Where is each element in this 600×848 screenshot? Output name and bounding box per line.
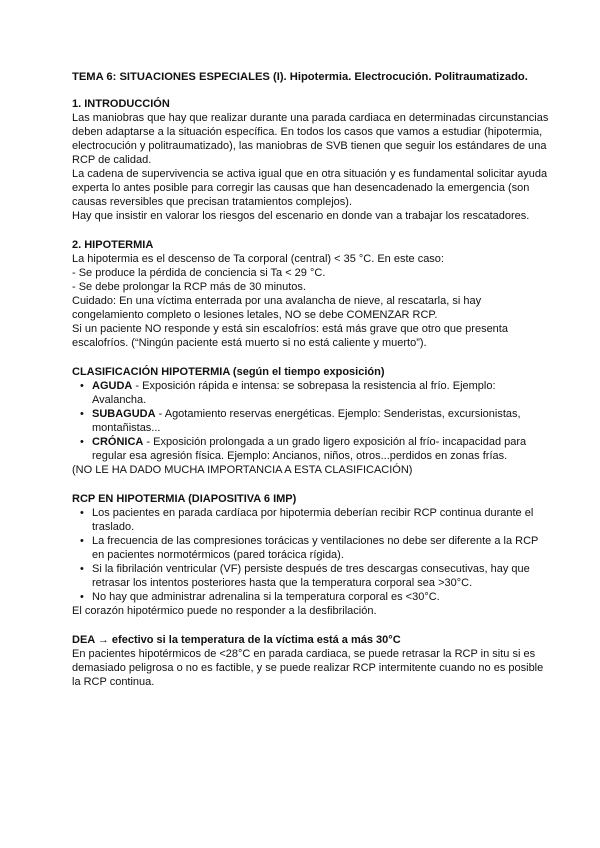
hipotermia-section [72,238,550,350]
list-item: • La frecuencia de las compresiones torácicas y ventilaciones no debe ser diferente a la RCP en pacientes normotérmicos (pared torácica rígida). [72,534,550,562]
term-aguda: AGUDA [92,380,133,392]
rcp-list [72,506,550,604]
term-text: - Exposición rápida e intensa: se sobrepasa la resistencia al frío. Ejemplo: Avalancha. [92,380,496,406]
list-item [72,379,550,407]
clasificacion-heading: CLASIFICACIÓN HIPOTERMIA (según el tiempo exposición) [72,366,385,378]
intro-paragraph: Las maniobras que hay que realizar durante una parada cardiaca en determinadas circunstancias deben adaptarse a la situación específica. En todos los casos que vamos a estudiar (hipotermia, electrocución y politraumatizado), las maniobras de SVB tienen que seguir los estándares de una RCP de calidad. [72,112,549,166]
hipotermia-heading: 2. HIPOTERMIA [72,239,154,251]
intro-paragraph: La cadena de supervivencia se activa igual que en otra situación y es fundamental solicitar ayuda experta lo antes posible para corregir las causas que han desencadenado la emergencia (son causas reversibles que precisan tratamientos complejos). [72,168,548,208]
dea-section [72,633,550,689]
list-item: • No hay que administrar adrenalina si la temperatura corporal es <30°C. [72,590,550,604]
intro-paragraph: Hay que insistir en valorar los riesgos del escenario en donde van a trabajar los rescatadores. [72,210,530,222]
term-text: - Exposición prolongada a un grado ligero exposición al frío- incapacidad para regular esa agresión física. Ejemplo: Ancianos, niños, otros...perdidos en zonas frías. [92,436,527,462]
rcp-after: El corazón hipotérmico puede no responder a la desfibrilación. [72,605,377,617]
clasificacion-section [72,365,550,477]
list-item [72,435,550,463]
term-subaguda: SUBAGUDA [92,408,156,420]
term-text: - Agotamiento reservas energéticas. Ejemplo: Senderistas, excursionistas, montañistas... [92,408,521,434]
rcp-section [72,492,550,618]
list-item [72,407,550,435]
dea-heading: DEA → efectivo si la temperatura de la víctima está a más 30°C [72,634,401,646]
clasificacion-list [72,379,550,463]
clasificacion-note: (NO LE HA DADO MUCHA IMPORTANCIA A ESTA CLASIFICACIÓN) [72,464,413,476]
hipotermia-line: - Se debe prolongar la RCP más de 30 minutos. [72,281,306,293]
intro-heading: 1. INTRODUCCIÓN [72,98,170,110]
term-cronica: CRÓNICA [92,436,144,448]
dea-text: En pacientes hipotérmicos de <28°C en parada cardiaca, se puede retrasar la RCP in situ si es demasiado peligrosa o no es factible, y se puede realizar RCP intermitente cuando no es posible la RCP continua. [72,648,544,688]
list-item: • Los pacientes en parada cardíaca por hipotermia deberían recibir RCP continua durante el traslado. [72,506,550,534]
hipotermia-line: Cuidado: En una víctima enterrada por una avalancha de nieve, al rescatarla, si hay congelamiento completo o lesiones letales, NO se debe COMENZAR RCP. [72,295,482,321]
page-title: TEMA 6: SITUACIONES ESPECIALES (I). Hipotermia. Electrocución. Politraumatizado. [72,71,528,83]
hipotermia-line: La hipotermia es el descenso de Ta corporal (central) < 35 °C. En este caso: [72,253,444,265]
hipotermia-line: - Se produce la pérdida de conciencia si Ta < 29 °C. [72,267,326,279]
list-item: • Si la fibrilación ventricular (VF) persiste después de tres descargas consecutivas, hay que retrasar los intentos posteriores hasta que la temperatura corporal sea >30°C. [72,562,550,590]
rcp-heading: RCP EN HIPOTERMIA (DIAPOSITIVA 6 IMP) [72,493,297,505]
hipotermia-line: Si un paciente NO responde y está sin escalofríos: está más grave que otro que presenta escalofríos. (“Ningún paciente está muerto si no está caliente y muerto”). [72,323,508,349]
